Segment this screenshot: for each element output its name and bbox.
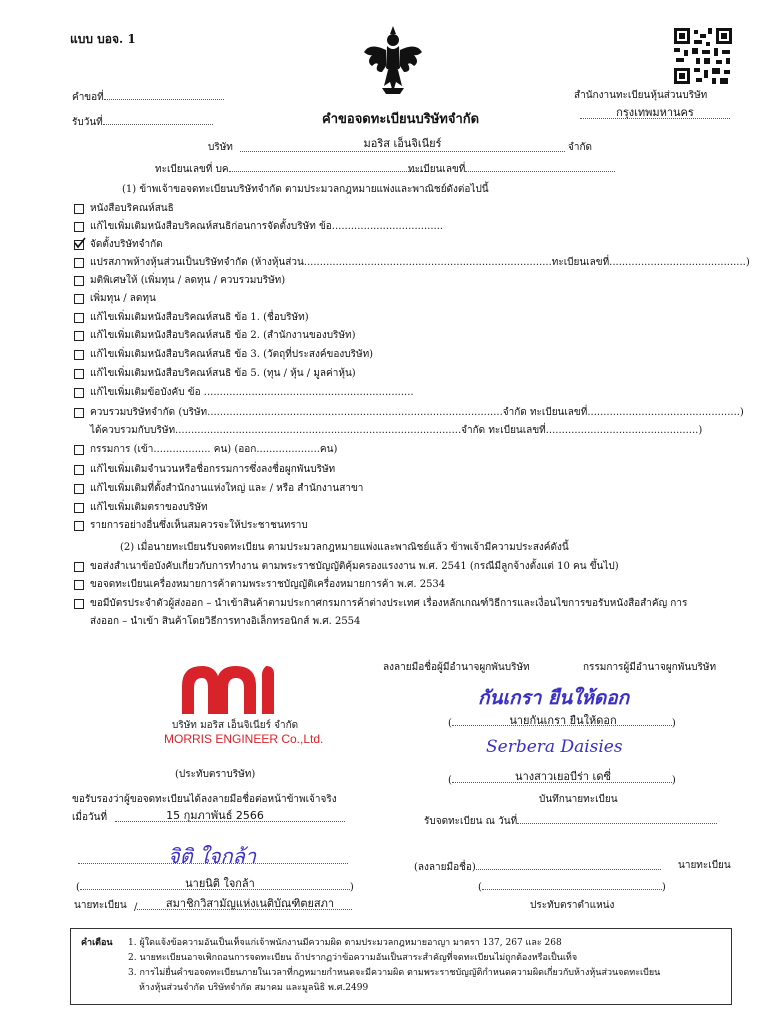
received-date-field: รับวันที่ [72, 113, 213, 130]
logo-thai-name: บริษัท มอริส เอ็นจิเนียร์ จำกัด [172, 720, 299, 731]
list-item: มติพิเศษให้ (เพิ่มทุน / ลดทุน / ควบรวมบริษัท) [90, 275, 286, 286]
checkbox-3[interactable] [74, 240, 84, 250]
list-item: ควบรวมบริษัทจำกัด (บริษัท.............................................................................................จำกัด ทะเบียนเลขที่................................................) [90, 407, 744, 418]
form-title: คำขอจดทะเบียนบริษัทจำกัด [322, 112, 480, 127]
sign-role: กรรมการผู้มีอำนาจผูกพันบริษัท [583, 662, 717, 673]
list-item: แก้ไขเพิ่มเติมหนังสือบริคณห์สนธิ ข้อ 1. (ชื่อบริษัท) [90, 312, 309, 323]
registrar-received: รับจดทะเบียน ณ วันที่ [424, 812, 717, 829]
office-label: สำนักงานทะเบียนหุ้นส่วนบริษัท [574, 90, 708, 101]
checkbox-10[interactable] [74, 369, 84, 379]
reg-bk-field: ทะเบียนเลขที่ บค [155, 160, 429, 177]
registrar-name-field: ( ) [478, 878, 666, 893]
logo-english-name: MORRIS ENGINEER Co.,Ltd. [164, 732, 324, 746]
checkbox-13[interactable] [74, 445, 84, 455]
checkbox-8[interactable] [74, 331, 84, 341]
warning-item-1: 1. ผู้ใดแจ้งข้อความอันเป็นเท็จแก่เจ้าพนักงานมีความผิด ตามประมวลกฎหมายอาญา มาตรา 137, 267 และ 268 [128, 938, 562, 948]
list-item: กรรมการ (เข้า.................. คน) (ออก....................คน) [90, 444, 338, 455]
director2-signature: Serbera Daisies [486, 737, 623, 757]
section1-title: (1) ข้าพเจ้าขอจดทะเบียนบริษัทจำกัด ตามประมวลกฎหมายแพ่งและพาณิชย์ดังต่อไปนี้ [122, 184, 489, 195]
request-no-field: คำขอที่ [72, 88, 224, 105]
checkbox-14[interactable] [74, 465, 84, 475]
checkbox-7[interactable] [74, 313, 84, 323]
checkbox-15[interactable] [74, 484, 84, 494]
director1-name: นายกันเกรา ยืนให้ดอก [509, 714, 617, 727]
morris-logo-icon [178, 660, 278, 716]
lawyer-signature: จิติ ใจกล้า [168, 844, 257, 868]
checkbox-12[interactable] [74, 408, 84, 418]
company-name: มอริส เอ็นจิเนียร์ [363, 137, 442, 150]
company-suffix: จำกัด [568, 142, 593, 153]
checkbox-9[interactable] [74, 350, 84, 360]
lawyer-sign-line [78, 862, 348, 864]
director2-name-field: ( ) [448, 771, 676, 786]
registrar-sign: (ลงลายมือชื่อ) [414, 858, 661, 875]
lawyer-role-label: นายทะเบียน [74, 900, 127, 911]
checkbox-s2-3[interactable] [74, 599, 84, 609]
lawyer-role-value: สมาชิกวิสามัญแห่งเนติบัณฑิตยสภา [165, 897, 335, 910]
checkmark-icon [74, 237, 86, 249]
list-item: จัดตั้งบริษัทจำกัด [90, 239, 163, 250]
director1-signature: กันเกรา ยืนให้ดอก [478, 687, 630, 709]
qr-code [672, 26, 734, 86]
list-item: แก้ไขเพิ่มเติมหนังสือบริคณห์สนธิ ข้อ 5. (ทุน / หุ้น / มูลค่าหุ้น) [90, 368, 356, 379]
registrar-stamp: ประทับตราตำแหน่ง [530, 900, 615, 911]
checkbox-s2-2[interactable] [74, 580, 84, 590]
list-item: แก้ไขเพิ่มเติมตราของบริษัท [90, 502, 208, 513]
company-prefix: บริษัท [208, 142, 233, 153]
warning-item-3-cont: ห้างหุ้นส่วนจำกัด บริษัทจำกัด สมาคม และมูลนิธิ พ.ศ.2499 [139, 983, 369, 993]
garuda-emblem [360, 22, 426, 100]
list-item: แก้ไขเพิ่มเติมหนังสือบริคณห์สนธิ ข้อ 2. (สำนักงานของบริษัท) [90, 330, 356, 341]
list-item-cont: ส่งออก – นำเข้า สินค้าโดยวิธีการทางอิเล็กทรอนิกส์ พ.ศ. 2554 [90, 616, 361, 627]
list-item: ขอจดทะเบียนเครื่องหมายการค้าตามพระราชบัญญัติเครื่องหมายการค้า พ.ศ. 2534 [90, 579, 446, 590]
checkbox-5[interactable] [74, 276, 84, 286]
company-logo [164, 660, 328, 750]
office-value: กรุงเทพมหานคร [616, 106, 694, 119]
checkbox-1[interactable] [74, 204, 84, 214]
list-item: รายการอย่างอื่นซึ่งเห็นสมควรจะให้ประชาชนทราบ [90, 520, 308, 531]
lawyer-name: นายนิติ ใจกล้า [185, 877, 255, 890]
registrar-note-title: บันทึกนายทะเบียน [539, 794, 618, 805]
registrar-role: นายทะเบียน [678, 860, 731, 871]
list-item: แก้ไขเพิ่มเติมหนังสือบริคณห์สนธิ ข้อ 3. (วัตถุที่ประสงค์ของบริษัท) [90, 349, 374, 360]
form-code: แบบ บอจ. 1 [70, 32, 136, 46]
cert-date-label: เมื่อวันที่ [72, 812, 108, 823]
list-item: แก้ไขเพิ่มเติมข้อบังคับ ข้อ .................................................................. [90, 387, 414, 398]
list-item: ขอส่งสำเนาข้อบังคับเกี่ยวกับการทำงาน ตามพระราชบัญญัติคุ้มครองแรงงาน พ.ศ. 2541 (กรณีมีลูกจ้างตั้งแต่ 10 คน ขึ้นไป) [90, 561, 619, 572]
sign-label: ลงลายมือชื่อผู้มีอำนาจผูกพันบริษัท [383, 662, 530, 673]
director2-name: นางสาวเยอบีร่า เดซี่ [515, 770, 611, 783]
list-item: แก้ไขเพิ่มเติมที่ตั้งสำนักงานแห่งใหญ่ และ / หรือ สำนักงานสาขา [90, 483, 364, 494]
checkbox-6[interactable] [74, 294, 84, 304]
checkbox-s2-1[interactable] [74, 562, 84, 572]
certification-text: ขอรับรองว่าผู้ขอจดทะเบียนได้ลงลายมือชื่อต่อหน้าข้าพเจ้าจริง [72, 794, 337, 805]
list-item: ขอมีบัตรประจำตัวผู้ส่งออก – นำเข้าสินค้าตามประกาศกรมการค้าต่างประเทศ เรื่องหลักเกณฑ์วิธีการและเงื่อนไขการขอรับหนังสือสำคัญ การ [90, 598, 688, 609]
list-item: แก้ไขเพิ่มเติมหนังสือบริคณห์สนธิก่อนการจัดตั้งบริษัท ข้อ................................... [90, 221, 444, 232]
list-item: แปรสภาพห้างหุ้นส่วนเป็นบริษัทจำกัด (ห้างหุ้นส่วน..............................................................................ทะเบียนเลขที่...........................................) [90, 257, 750, 268]
warning-box [70, 928, 732, 1005]
list-item: หนังสือบริคณห์สนธิ [90, 203, 174, 214]
section2-title: (2) เมื่อนายทะเบียนรับจดทะเบียน ตามประมวลกฎหมายแพ่งและพาณิชย์แล้ว ข้าพเจ้ามีความประสงค์ดังนี้ [120, 542, 569, 553]
warning-item-3: 3. การไม่ยื่นคำขอจดทะเบียนภายในเวลาที่กฎหมายกำหนดจะมีความผิด ตามพระราชบัญญัติกำหนดความผิดเกี่ยวกับห้างหุ้นส่วนจดทะเบียน [128, 968, 661, 978]
warning-label: คำเตือน [81, 938, 113, 948]
list-item: เพิ่มทุน / ลดทุน [90, 293, 156, 304]
warning-item-2: 2. นายทะเบียนอาจเพิกถอนการจดทะเบียน ถ้าปรากฏว่าข้อความอันเป็นสาระสำคัญที่จดทะเบียนไม่ถูกต้องหรือเป็นเท็จ [128, 953, 578, 963]
checkbox-16[interactable] [74, 503, 84, 513]
list-item: แก้ไขเพิ่มเติมจำนวนหรือชื่อกรรมการซึ่งลงชื่อผูกพันบริษัท [90, 464, 336, 475]
checkbox-2[interactable] [74, 222, 84, 232]
lawyer-name-field: ( ) [76, 878, 354, 893]
checkbox-17[interactable] [74, 521, 84, 531]
checkbox-4[interactable] [74, 258, 84, 268]
reg-no-field: ทะเบียนเลขที่ [408, 160, 615, 177]
seal-label: (ประทับตราบริษัท) [175, 769, 256, 780]
checkbox-11[interactable] [74, 388, 84, 398]
merge-line-2: ได้ควบรวมกับบริษัท..........................................................................................จำกัด ทะเบียนเลขที่................................................) [90, 425, 703, 436]
director1-name-field: ( ) [448, 714, 676, 729]
cert-date-value: 15 กุมภาพันธ์ 2566 [166, 809, 264, 822]
